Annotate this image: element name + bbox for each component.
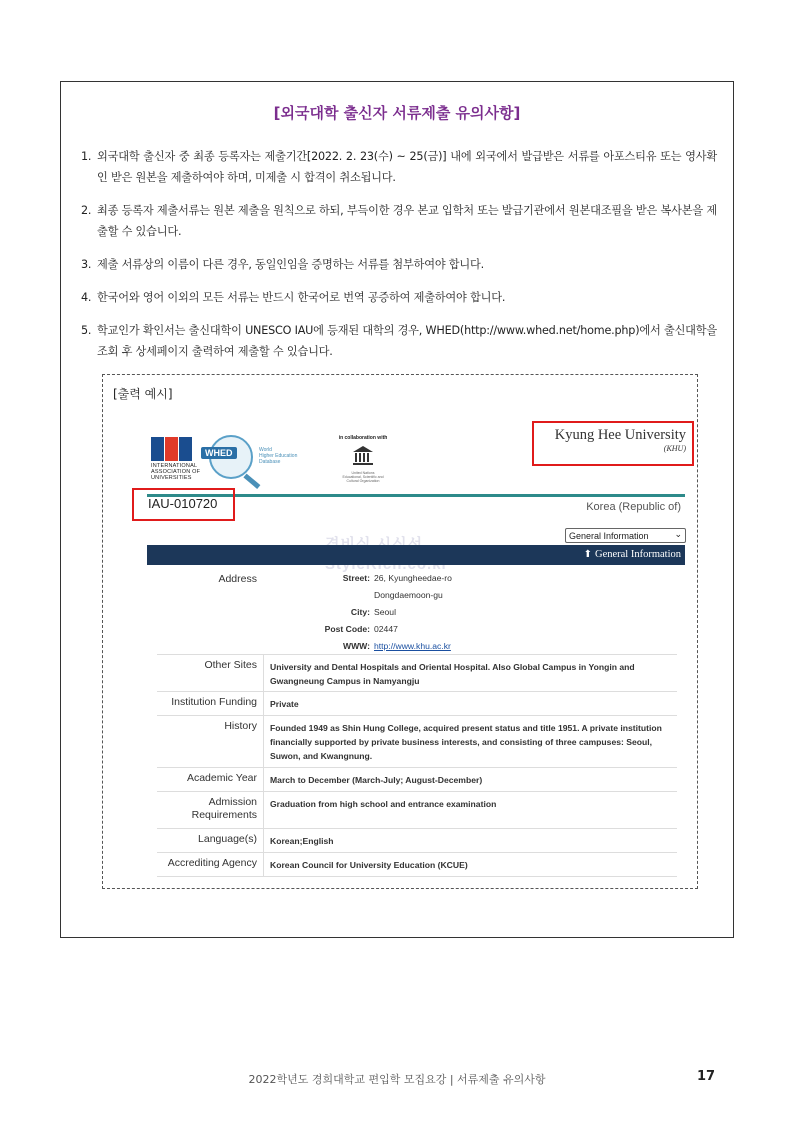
- table-row: [157, 829, 677, 853]
- iau-whed-logo: [151, 435, 351, 485]
- item-number: 4.: [81, 291, 92, 304]
- page-footer: 2022학년도 경희대학교 편입학 모집요강 | 서류제출 유의사항: [248, 1073, 546, 1086]
- country: Korea (Republic of): [586, 501, 681, 513]
- university-name-highlight: [532, 421, 694, 466]
- row-value: Graduation from high school and entrance examination: [263, 792, 677, 828]
- row-label: History: [224, 720, 257, 732]
- output-example-box: [102, 374, 698, 889]
- notice-item: [81, 254, 717, 275]
- unesco-temple-icon: [352, 445, 374, 467]
- item-number: 5.: [81, 324, 92, 337]
- item-number: 1.: [81, 150, 92, 163]
- notice-item: [81, 200, 717, 242]
- unesco-collab: [323, 435, 403, 483]
- row-value: University and Dental Hospitals and Oriental Hospital. Also Global Campus in Yongin and Gwangneung Campus in Namyangju: [263, 655, 677, 691]
- row-value: Founded 1949 as Shin Hung College, acquired present status and title 1951. A private institution financially supported by private business interests, and consisting of three campuses: Seoul, Suwon, and Kwangnung.: [263, 716, 677, 767]
- table-row: [157, 692, 677, 716]
- table-row: [157, 567, 677, 655]
- select-value: General Information: [569, 530, 649, 541]
- item-text: 최종 등록자 제출서류는 원본 제출을 원칙으로 하되, 부득이한 경우 본교 입학처 또는 발급기관에서 원본대조필을 받은 복사본을 제출할 수 있습니다.: [97, 204, 717, 238]
- item-text: 한국어와 영어 이외의 모든 서류는 반드시 한국어로 번역 공증하여 제출하여야 합니다.: [97, 291, 506, 304]
- magnifier-handle-icon: [243, 474, 260, 489]
- table-row: [157, 853, 677, 877]
- iau-logo-icon: [151, 437, 192, 461]
- notice-item: [81, 287, 717, 308]
- row-label: Address: [218, 573, 257, 585]
- row-label: Academic Year: [186, 772, 257, 784]
- row-label: Other Sites: [204, 659, 257, 671]
- whed-subtitle: World Higher Education Database: [259, 447, 298, 465]
- unesco-subtitle: United Nations Educational, Scientific and Cultural Organization: [342, 471, 384, 483]
- whed-logo-word: WHED: [201, 447, 237, 459]
- row-value: March to December (March-July; August-December): [263, 768, 677, 791]
- institution-details: [157, 567, 677, 877]
- university-abbr: (KHU): [663, 444, 686, 453]
- collab-text: in collaboration with: [338, 435, 388, 441]
- iau-code: IAU-010720: [148, 496, 218, 511]
- iau-logo-text: INTERNATIONAL ASSOCIATION OF UNIVERSITIES: [151, 463, 201, 481]
- chevron-down-icon: ⌄: [674, 529, 682, 539]
- row-value: Korean Council for University Education (KCUE): [263, 853, 677, 876]
- website-link[interactable]: http://www.khu.ac.kr: [374, 641, 451, 651]
- item-text: 제출 서류상의 이름이 다른 경우, 동일인임을 증명하는 서류를 첨부하여야 합니다.: [97, 258, 484, 271]
- row-value: Korean;English: [263, 829, 677, 852]
- row-label: Accrediting Agency: [167, 857, 257, 869]
- university-name: Kyung Hee University: [554, 427, 686, 443]
- example-label: [출력 예시]: [113, 387, 173, 401]
- row-label: Admission Requirements: [191, 796, 257, 821]
- item-number: 3.: [81, 258, 92, 271]
- notice-item: [81, 320, 717, 362]
- notice-list: [81, 146, 717, 362]
- row-value: Private: [263, 692, 677, 715]
- table-row: [157, 655, 677, 692]
- section-header-bar: [147, 545, 685, 565]
- section-header-text: General Information: [594, 549, 681, 560]
- table-row: [157, 768, 677, 792]
- item-text: 학교인가 확인서는 출신대학이 UNESCO IAU에 등재된 대학의 경우, WHED(http://www.whed.net/home.php)에서 출신대학을 조회 후 상세페이지 출력하여 제출할 수 있습니다.: [97, 324, 717, 358]
- row-label: Language(s): [198, 833, 257, 845]
- table-row: [157, 716, 677, 768]
- info-section-select[interactable]: [565, 528, 686, 543]
- arrow-up-icon: ⬆: [583, 549, 592, 560]
- address-block: Street: 26, Kyungheedae-ro Dongdaemoon-gu City: Seoul Post Code: 02447 WWW: http://www.khu.ac.kr: [269, 570, 677, 655]
- row-value: [263, 567, 677, 654]
- notice-item: [81, 146, 717, 188]
- item-number: 2.: [81, 204, 92, 217]
- document-title: [외국대학 출신자 서류제출 유의사항]: [273, 104, 521, 122]
- table-row: [157, 792, 677, 829]
- row-label: Institution Funding: [171, 696, 257, 708]
- page-number: 17: [697, 1069, 716, 1084]
- item-text: 외국대학 출신자 중 최종 등록자는 제출기간[2022. 2. 23(수) ~ 25(금)] 내에 외국에서 발급받은 서류를 아포스티유 또는 영사확인 받은 원본을 제출하여야 하며, 미제출 시 합격이 취소됩니다.: [97, 150, 717, 184]
